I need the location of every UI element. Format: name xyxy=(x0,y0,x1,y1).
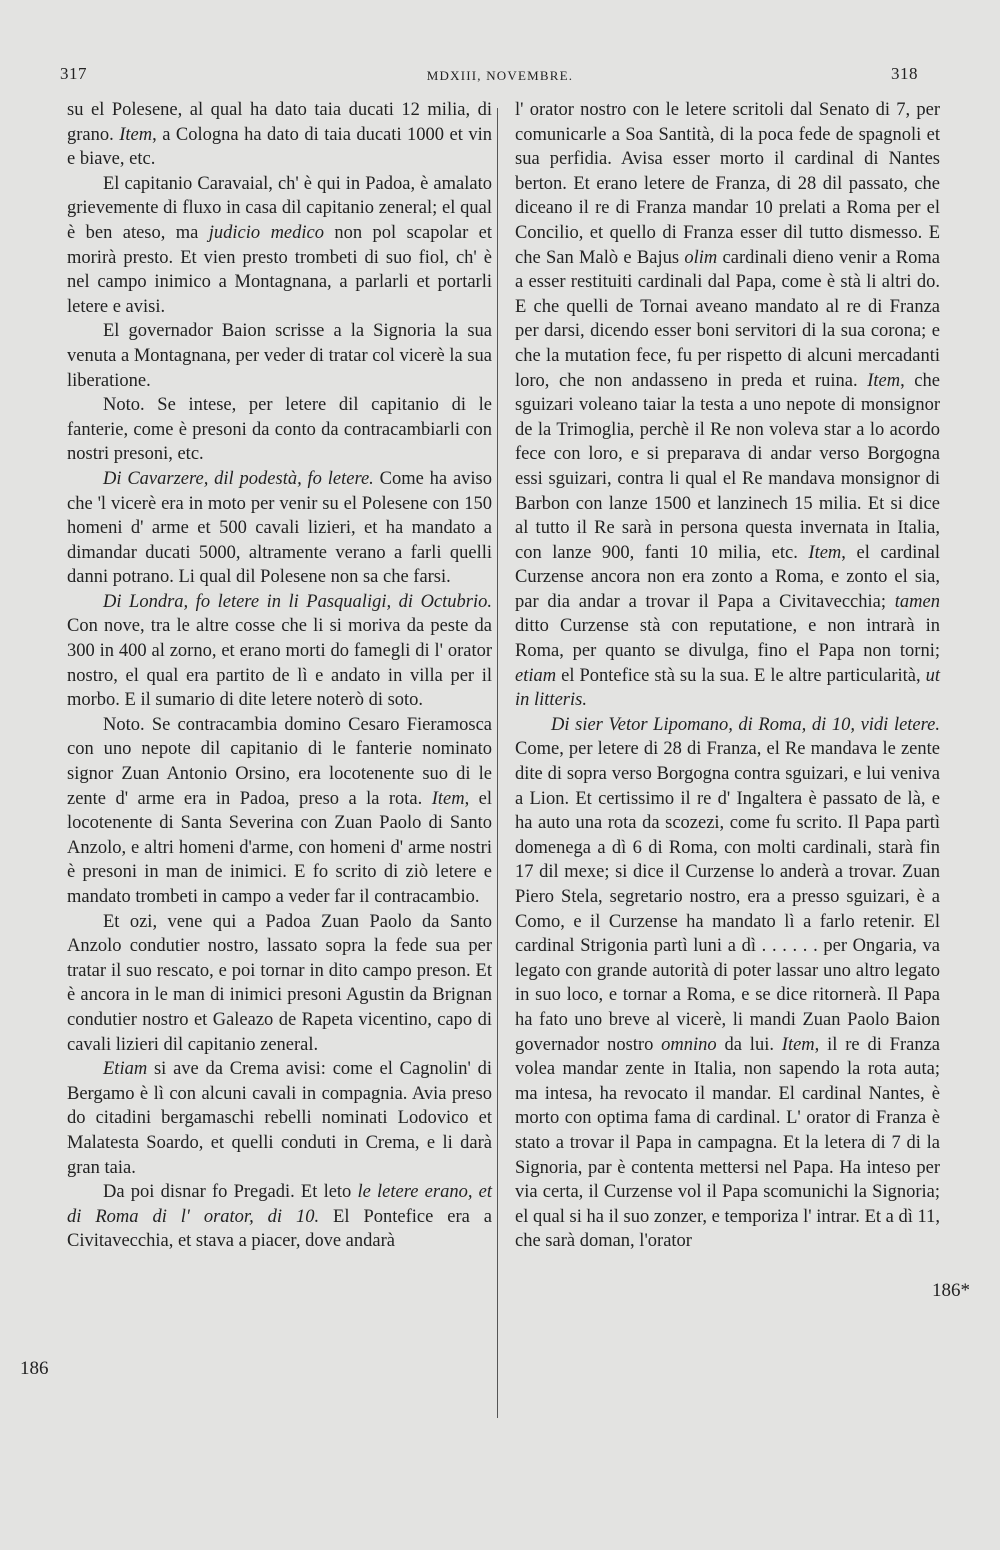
text-run: Noto. Se intese, per letere dil capitanio di le fanterie, come è presoni da conto da contracambiarli con nostri presoni, etc. xyxy=(67,395,492,465)
text-run: ditto Curzense stà con reputatione, e non intrarà in Roma, per quanto se divulga, fino el Papa non torni; xyxy=(515,616,940,662)
text-run: si ave da Crema avisi: come el Cagnolin' di Bergamo è lì con alcuni cavali in compagnia. Avia preso do citadini bergamaschi rebelli nominati Lodovico et Malatesta Soardo, et quelli conduti in Crema, e li darà gran taia. xyxy=(67,1059,492,1178)
italic-text: Di sier Vetor Lipomano, di Roma, di 10, vidi letere. xyxy=(551,714,940,735)
text-run: Con nove, tra le altre cosse che li si moriva da peste da 300 in 400 al zorno, et erano morti do famegli di l' orator nostro, el qual era partito de lì e andato in villa per il morbo. E il sumario di dite letere noterò di soto. xyxy=(67,616,492,711)
italic-text: Di Cavarzere, dil podestà, fo letere. xyxy=(103,468,374,489)
paragraph xyxy=(515,98,940,713)
italic-text: Di Londra, fo letere in li Pasqualigi, di Octubrio. xyxy=(103,591,492,612)
paragraph xyxy=(67,713,492,910)
text-run: El capitanio Caravaial, ch' è qui in Padoa, è amalato grievemente di fluxo in casa dil capitanio zeneral; el qual è ben ateso, ma xyxy=(67,173,492,243)
italic-text: olim xyxy=(684,247,718,268)
left-column xyxy=(67,98,492,1254)
text-run: Noto. Se contracambia domino Cesaro Fieramosca con uno nepote dil capitanio di le fanterie nominato signor Zuan Antonio Orsino, era locotenente suo di le zente d' arme era in Padoa, preso a la rota. xyxy=(67,714,492,809)
italic-text: Item xyxy=(867,370,901,391)
text-run: l' orator nostro con le letere scritoli dal Senato di 7, per comunicarle a Soa Santità, di la poca fede de spagnoli et sua perfidia. Avisa esser morto il cardinal di Nantes berton. Et erano letere de Franza, di 28 dil passato, che diceano il re di Franza mandar 10 prelati a Roma per el Concilio, et quello di Franza esser dil tutto dismesso. E che San Malò e Bajus xyxy=(515,100,940,268)
paragraph xyxy=(515,713,940,1254)
italic-text: Item xyxy=(119,124,153,145)
text-run: , el locotenente di Santa Severina con Zuan Paolo di Santo Anzolo, e altri homeni d'arme, con homeni d' arme nostri è presoni in man de inimici. E fo scrito di ziò letere e mandato trombeti in campo a veder far il contracambio. xyxy=(67,788,492,907)
italic-text: judicio medico xyxy=(208,222,324,243)
margin-note-right: 186* xyxy=(932,1280,970,1301)
text-run: El Pontefice era a Civitavecchia, et stava a piacer, dove andarà xyxy=(67,1206,492,1252)
text-run: Et ozi, vene qui a Padoa Zuan Paolo da Santo Anzolo condutier nostro, lassato sopra la fede sua per tratar il suo rescato, e poi tornar in dito campo preson. Et è ancora in le man di inimici presoni Agustin da Brignan condutier nostro et Galeazo de Rapeta vicentino, capo di cavali lizieri dil capitanio zeneral. xyxy=(67,911,492,1055)
italic-text: Item xyxy=(808,542,842,563)
page-number-left: 317 xyxy=(60,64,87,83)
running-title: MDXIII, NOVEMBRE. xyxy=(426,68,574,83)
margin-note-left: 186 xyxy=(20,1358,49,1379)
text-run: Da poi disnar fo Pregadi. Et leto xyxy=(103,1182,358,1203)
text-run: , el cardinal Curzense ancora non era zonto a Roma, e zonto el sia, par dia andar a trovar il Papa a Civitavecchia; xyxy=(515,542,940,612)
paragraph xyxy=(67,910,492,1058)
text-run: cardinali dieno venir a Roma a esser restituiti cardinali dal Papa, come è stà li altri do. E che quelli de Tornai aveano mandato al re di Franza per darsi, dicendo esser boni servitori di la sua corona; e che la mutation fece, fu per rispetto di alcuni mercadanti loro, che non andasseno in preda et ruina. xyxy=(515,247,941,391)
paragraph xyxy=(67,319,492,393)
paragraph xyxy=(67,467,492,590)
italic-text: omnino xyxy=(661,1034,717,1055)
column-divider xyxy=(497,108,498,1418)
paragraph xyxy=(67,172,492,320)
text-run: , che sguizari voleano taiar la testa a uno nepote di monsignor de la Trimoglia, perchè il Re non voleva star a lo acordo fece con loro, e si preparava di andar verso Borgogna essi sguizari, contra li qual el Re mandava monsignor di Barbon con lanze 1500 et lanzinech 15 milia. Et si dice al tutto il Re sarà in persona questa invernata in Italia, con lanze 900, fanti 10 milia, etc. xyxy=(515,370,940,563)
text-run: non pol scapolar et morirà presto. Et vien presto trombeti di suo fiol, ch' è nel campo inimico a Montagnana, a parlarli et portarli letere e avisi. xyxy=(67,222,492,317)
text-run: da lui. xyxy=(716,1034,782,1055)
right-column xyxy=(515,98,940,1254)
italic-text: ut in litteris. xyxy=(515,665,940,711)
text-run: Come, per letere di 28 di Franza, el Re mandava le zente dite di sopra verso Borgogna contra sguizari, e lui veniva a Lion. Et certissimo il re d' Ingaltera è passato de là, e ha auto una rota da scozezi, come fu scrito. Il Papa partì domenega a dì 6 di Roma, con molti cardinali, starà fin 17 dil mexe; si dice il Curzense lo anderà a trovar. Zuan Piero Stela, segretario nostro, era a presso sguizari, è a Como, e il Curzense ha mandato lì a farlo retenir. El cardinal Strigonia partì luni a dì . . . . . . per Ongaria, va legato con grande autorità di poter lassar uno altro legato in suo loco, e tornar a Roma, e se dice ritornerà. Il Papa ha fato uno breve al vicerè, li mandi Zuan Paolo Baion governador nostro xyxy=(515,739,940,1055)
page-number-right: 318 xyxy=(891,64,918,83)
paragraph xyxy=(67,1180,492,1254)
text-run: el Pontefice stà su la sua. E le altre particularità, xyxy=(556,665,926,686)
paragraph xyxy=(67,590,492,713)
italic-text: Item xyxy=(431,788,465,809)
text-run: , a Cologna ha dato di taia ducati 1000 et vin e biave, etc. xyxy=(67,124,493,170)
paragraph xyxy=(67,98,492,172)
italic-text: le letere erano, et di Roma di l' orator, di 10. xyxy=(67,1182,492,1227)
italic-text: Etiam xyxy=(103,1059,148,1080)
text-run: Come ha aviso che 'l vicerè era in moto per venir su el Polesene con 150 homeni d' arme et 500 cavali lizieri, et ha mandato a dimandar ducati 5000, altramente verano a farli quelli danni potrano. Li qual dil Polesene non sa che farsi. xyxy=(67,468,493,588)
italic-text: etiam xyxy=(515,665,557,686)
paragraph xyxy=(67,1057,492,1180)
text-run: su el Polesene, al qual ha dato taia ducati 12 milia, di grano. xyxy=(67,100,492,145)
text-run: , il re di Franza volea mandar zente in Italia, non sapendo la rota auta; ma intesa, ha revocato il mandar. El cardinal Nantes, è morto con optima fama di cardinal. L' orator di Franza è stato a trovar il Papa in campagna. Et la letera di 7 di la Signoria, par è contenta mettersi nel Papa. Ha inteso per via certa, il Curzense vol il Papa scomunichi la Signoria; el qual si ha il suo zonzer, e temporiza l' intrar. Et a dì 11, che sarà doman, l'orator xyxy=(515,1034,941,1252)
italic-text: tamen xyxy=(894,591,940,612)
italic-text: Item xyxy=(781,1034,815,1055)
text-run: El governador Baion scrisse a la Signoria la sua venuta a Montagnana, per veder di tratar col vicerè la sua liberatione. xyxy=(67,321,492,391)
paragraph xyxy=(67,393,492,467)
